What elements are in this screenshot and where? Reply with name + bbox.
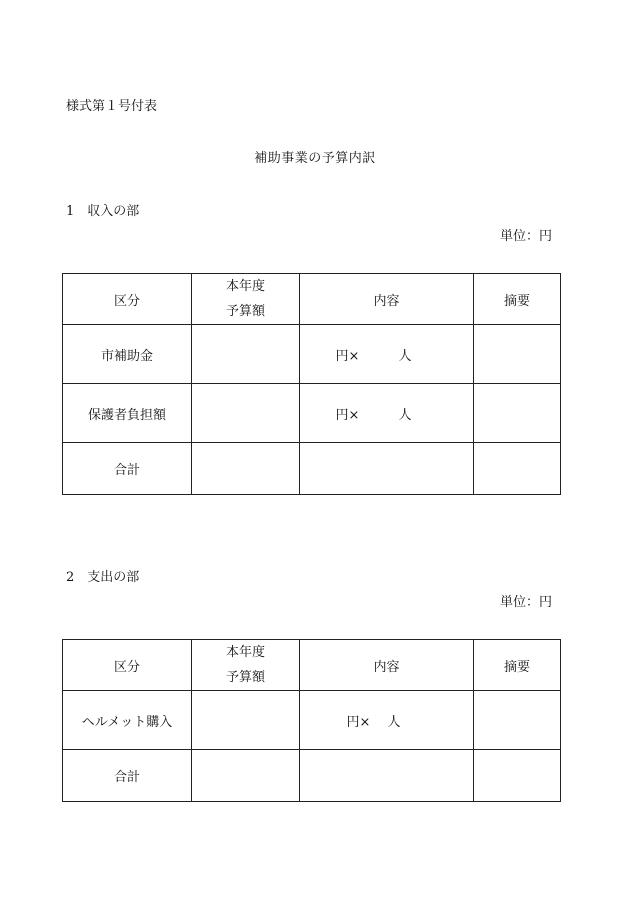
header-amount-line1: 本年度 [225, 645, 265, 660]
header-remarks: 摘要 [474, 640, 561, 691]
header-remarks: 摘要 [474, 274, 561, 325]
table-row [63, 325, 561, 384]
row-amount-cell[interactable] [192, 384, 300, 443]
total-amount-cell[interactable] [192, 750, 300, 802]
table-row [63, 384, 561, 443]
header-amount [192, 640, 300, 691]
header-detail: 内容 [300, 274, 474, 325]
expense-unit-label: 単位：円 [499, 595, 552, 610]
header-amount-line2: 予算額 [225, 304, 265, 319]
header-detail: 内容 [300, 640, 474, 691]
total-remarks-cell[interactable] [474, 750, 561, 802]
total-amount-cell[interactable] [192, 443, 300, 495]
income-section-heading: 1 収入の部 [66, 204, 140, 219]
total-label: 合計 [63, 750, 192, 802]
table-header-row [63, 274, 561, 325]
header-amount-line2: 予算額 [225, 670, 265, 685]
row-category: ヘルメット購入 [63, 691, 192, 750]
income-budget-table [62, 273, 561, 495]
total-detail-cell[interactable] [300, 750, 474, 802]
total-detail-cell[interactable] [300, 443, 474, 495]
row-amount-cell[interactable] [192, 325, 300, 384]
table-row [63, 691, 561, 750]
row-category: 市補助金 [63, 325, 192, 384]
table-header-row [63, 640, 561, 691]
income-unit-label: 単位：円 [499, 229, 552, 244]
expense-section-heading: 2 支出の部 [66, 570, 140, 585]
header-category: 区分 [63, 274, 192, 325]
header-amount-line1: 本年度 [225, 279, 265, 294]
table-total-row [63, 750, 561, 802]
row-remarks-cell[interactable] [474, 691, 561, 750]
row-detail[interactable]: 円× 人 [300, 325, 474, 384]
row-remarks-cell[interactable] [474, 384, 561, 443]
row-detail[interactable]: 円× 人 [300, 384, 474, 443]
header-category: 区分 [63, 640, 192, 691]
expense-budget-table [62, 639, 561, 802]
row-detail[interactable]: 円× 人 [300, 691, 474, 750]
row-category: 保護者負担額 [63, 384, 192, 443]
total-remarks-cell[interactable] [474, 443, 561, 495]
header-amount [192, 274, 300, 325]
total-label: 合計 [63, 443, 192, 495]
row-amount-cell[interactable] [192, 691, 300, 750]
form-number-label: 様式第１号付表 [66, 99, 158, 114]
document-title: 補助事業の予算内訳 [254, 151, 376, 166]
table-total-row [63, 443, 561, 495]
row-remarks-cell[interactable] [474, 325, 561, 384]
